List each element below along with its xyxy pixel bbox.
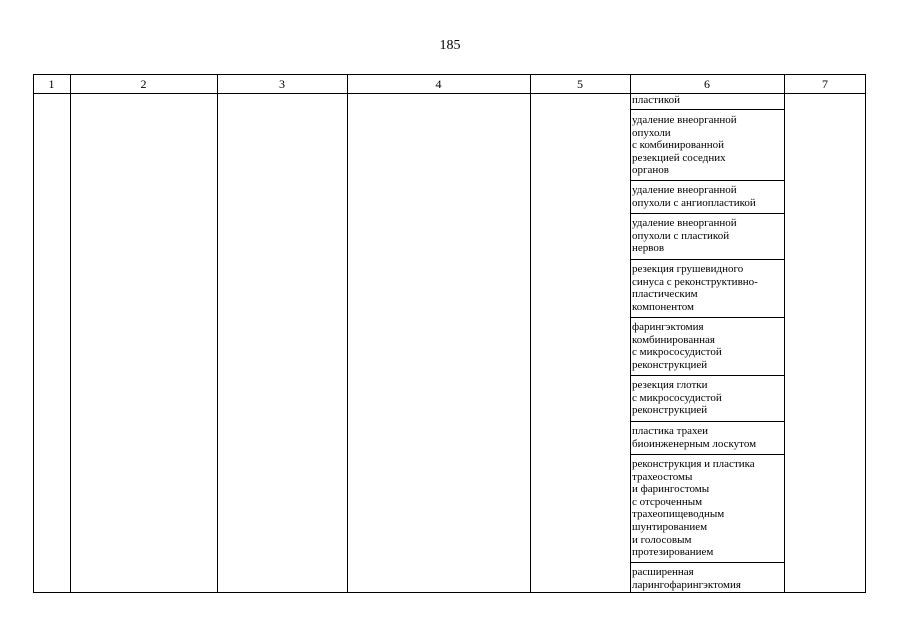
table-cell-col6: резекция глотки с микрососудистой реконструкцией: [632, 379, 722, 417]
table-cell-col6: резекция грушевидного синуса с реконструктивно- пластическим компонентом: [632, 263, 758, 313]
column-header-6: 6: [704, 77, 710, 91]
col-border-left: [33, 74, 34, 593]
table-cell-col6: удаление внеорганной опухоли с комбинированной резекцией соседних органов: [632, 114, 737, 177]
table-cell-col6: удаление внеорганной опухоли с пластикой нервов: [632, 217, 737, 255]
page-number: 185: [439, 38, 461, 53]
row-divider: [630, 454, 784, 455]
column-header-3: 3: [279, 77, 285, 91]
col-border-3-4: [347, 74, 348, 593]
table-top-border: [33, 74, 866, 75]
column-header-5: 5: [577, 77, 583, 91]
row-divider: [630, 259, 784, 260]
col-border-right: [865, 74, 866, 593]
table-bottom-border: [33, 592, 866, 593]
table-cell-col6: фарингэктомия комбинированная с микрососудистой реконструкцией: [632, 321, 722, 371]
row-divider: [630, 109, 784, 110]
table-cell-col6: пластикой: [632, 94, 681, 106]
col-border-1-2: [70, 74, 71, 593]
row-divider: [630, 375, 784, 376]
column-header-7: 7: [822, 77, 828, 91]
col-border-6-7: [784, 74, 785, 593]
procedures-table: [33, 74, 866, 593]
row-divider: [630, 421, 784, 422]
col-border-4-5: [530, 74, 531, 593]
column-header-4: 4: [435, 77, 442, 91]
column-header-1: 1: [48, 77, 55, 91]
row-divider: [630, 562, 784, 563]
column-header-2: 2: [140, 77, 147, 91]
row-divider: [630, 213, 784, 214]
table-cell-col6: пластика трахеи биоинженерным лоскутом: [632, 425, 757, 450]
row-divider: [630, 180, 784, 181]
table-cell-col6: расширенная ларингофарингэктомия: [632, 566, 741, 591]
table-cell-col6: удаление внеорганной опухоли с ангиопластикой: [632, 184, 756, 209]
row-divider: [630, 317, 784, 318]
table-cell-col6: реконструкция и пластика трахеостомы и фарингостомы с отсроченным трахеопищеводным шунтированием и голосовым протезированием: [632, 458, 755, 559]
col-border-2-3: [217, 74, 218, 593]
